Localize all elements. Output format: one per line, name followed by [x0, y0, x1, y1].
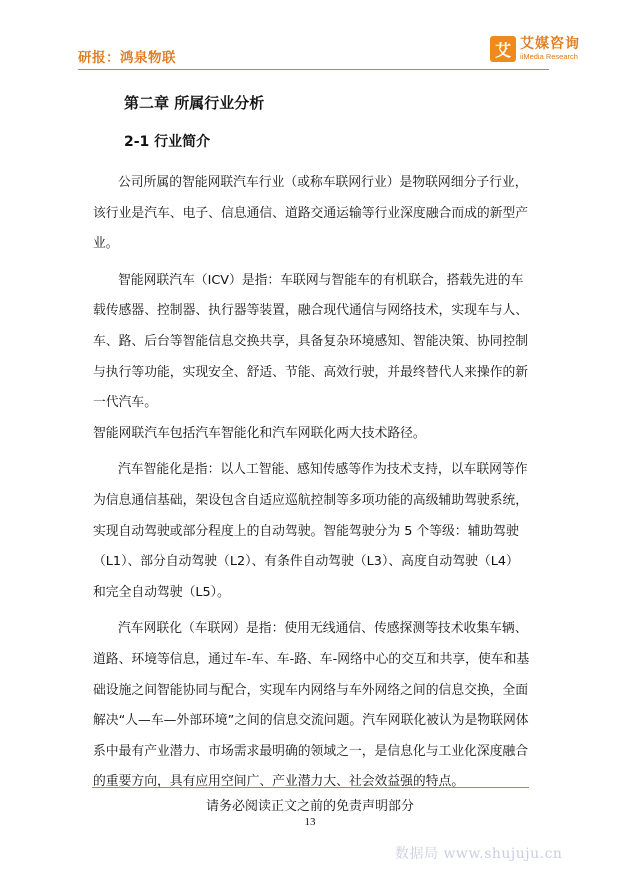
header-divider — [78, 69, 549, 70]
logo-name-cn: 艾媒咨询 — [520, 36, 580, 53]
paragraph-tech-paths: 智能网联汽车包括汽车智能化和汽车网联化两大技术路径。 — [93, 425, 426, 441]
logo-mark: 艾 — [490, 36, 516, 62]
paragraph-connectivity: 汽车网联化（车联网）是指：使用无线通信、传感探测等技术收集车辆、道路、环境等信息，通过车-车、车-路、车-网络中心的交互和共享，使车和基础设施之间智能协同与配合，实现车内网络与车外网络之间的信息交换，全面解决“人—车—外部环境”之间的信息交流问题。汽车网联化被认为是物联网体系中最有产业潜力、市场需求最明确的领域之一，是信息化与工业化深度融合的重要方向，具有应用空间广、产业潜力大、社会效益强的特点。 — [93, 621, 530, 790]
body-text — [93, 168, 530, 798]
header-label: 研报：鸿泉物联 — [78, 50, 176, 66]
paragraph-icv-definition: 智能网联汽车（ICV）是指：车联网与智能车的有机联合，搭载先进的车载传感器、控制器、执行器等装置，融合现代通信与网络技术，实现车与人、车、路、后台等智能信息交换共享，具备复杂环境感知、智能决策、协同控制与执行等功能，实现安全、舒适、节能、高效行驶，并最终替代人来操作的新一代汽车。 — [93, 272, 529, 411]
section-title: 2-1 行业简介 — [124, 134, 211, 150]
logo-name-en: iiMedia Research — [520, 52, 578, 62]
paragraph-industry-intro: 公司所属的智能网联汽车行业（或称车联网行业）是物联网细分子行业，该行业是汽车、电子、信息通信、道路交通运输等行业深度融合而成的新型产业。 — [93, 175, 529, 252]
disclaimer-text: 请务必阅读正文之前的免责声明部分 — [205, 799, 414, 814]
watermark: 数据局 www.shujuju.cn — [395, 846, 563, 862]
logo-text — [520, 37, 580, 61]
chapter-title: 第二章 所属行业分析 — [124, 94, 265, 112]
logo — [490, 36, 580, 62]
page-number: 13 — [304, 816, 316, 828]
footer-divider — [92, 787, 529, 788]
paragraph-intelligence: 汽车智能化是指：以人工智能、感知传感等作为技术支持，以车联网等作为信息通信基础，架设包含自适应巡航控制等多项功能的高级辅助驾驶系统，实现自动驾驶或部分程度上的自动驾驶。智能驾驶分为 5 个等级：辅助驾驶（L1）、部分自动驾驶（L2）、有条件自动驾驶（L3）、高度自动驾驶（L4）和完全自动驾驶（L5）。 — [93, 462, 529, 600]
